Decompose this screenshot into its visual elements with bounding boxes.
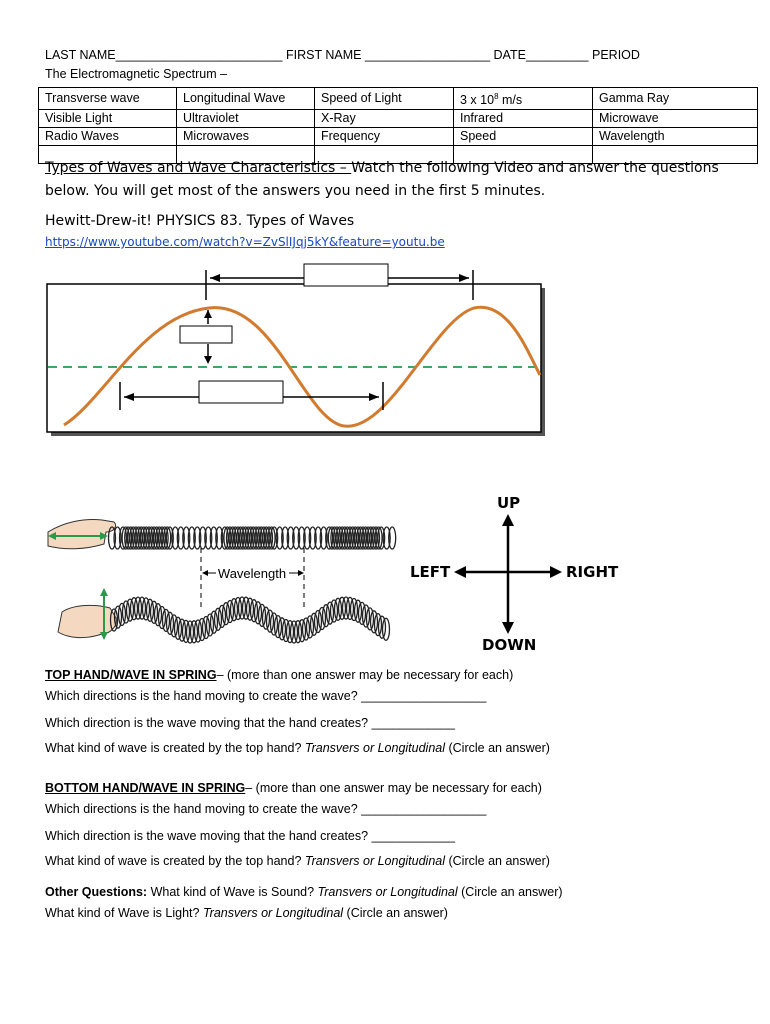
- top-spring: [109, 527, 396, 549]
- bottom-q3-text: What kind of wave is created by the top hand?: [45, 854, 305, 868]
- table-row: [39, 128, 758, 146]
- top-section-heading: [45, 668, 513, 682]
- bottom-note: – (more than one answer may be necessary for each): [245, 781, 542, 795]
- table-cell: Frequency: [315, 128, 454, 146]
- speed-exponent: 8: [494, 92, 499, 101]
- light-q-suffix: (Circle an answer): [343, 906, 448, 920]
- section-instruction-1: Watch the following Video and answer the questions: [351, 160, 719, 176]
- table-cell: Transverse wave: [39, 88, 177, 110]
- other-question-sound: [45, 885, 563, 899]
- direction-right: RIGHT: [566, 563, 619, 581]
- top-hand: [48, 520, 116, 549]
- table-cell: Gamma Ray: [593, 88, 758, 110]
- table-cell: Ultraviolet: [177, 110, 315, 128]
- bottom-q3-suffix: (Circle an answer): [445, 854, 550, 868]
- top-q3-suffix: (Circle an answer): [445, 741, 550, 755]
- light-q-text: What kind of Wave is Light?: [45, 906, 203, 920]
- terms-table: [38, 87, 758, 164]
- table-cell: [454, 88, 593, 110]
- top-question-2[interactable]: Which direction is the wave moving that the hand creates? ____________: [45, 716, 455, 730]
- direction-up: UP: [497, 494, 521, 512]
- diagram-frame: [47, 284, 541, 432]
- top-question-1[interactable]: Which directions is the hand moving to create the wave? __________________: [45, 689, 487, 703]
- table-cell: Radio Waves: [39, 128, 177, 146]
- spring-illustration: [44, 500, 404, 650]
- table-cell: Wavelength: [593, 128, 758, 146]
- top-answer-box[interactable]: [304, 264, 388, 286]
- table-cell: Visible Light: [39, 110, 177, 128]
- table-cell: Speed of Light: [315, 88, 454, 110]
- other-heading: Other Questions:: [45, 885, 148, 899]
- direction-down: DOWN: [482, 636, 537, 654]
- compass-arrow-left: [454, 566, 466, 578]
- last-name-field[interactable]: LAST NAME________________________: [45, 48, 283, 62]
- top-q3-text: What kind of wave is created by the top hand?: [45, 741, 305, 755]
- table-cell: Microwave: [593, 110, 758, 128]
- bottom-q3-options[interactable]: Transvers or Longitudinal: [304, 854, 446, 868]
- bottom-hand-arrow-head-up: [100, 588, 108, 596]
- speed-value: 3 x 10: [460, 93, 495, 108]
- speed-unit: m/s: [498, 93, 523, 108]
- header-line: [45, 48, 640, 62]
- spectrum-label: The Electromagnetic Spectrum –: [45, 67, 228, 81]
- top-note: – (more than one answer may be necessary for each): [216, 668, 514, 682]
- wave-diagram: [44, 260, 548, 440]
- bottom-section-heading: [45, 781, 542, 795]
- table-cell: Infrared: [454, 110, 593, 128]
- wavelength-label: Wavelength: [217, 566, 287, 581]
- period-field[interactable]: PERIOD: [592, 48, 640, 62]
- compass-arrow-right: [550, 566, 562, 578]
- top-heading: TOP HAND/WAVE IN SPRING: [45, 668, 217, 682]
- section-instruction-2: below. You will get most of the answers you need in the first 5 minutes.: [45, 183, 546, 199]
- bottom-hand-arrow-head-down: [100, 632, 108, 640]
- video-link[interactable]: https://www.youtube.com/watch?v=ZvSlIJqj5kY&feature=youtu.be: [45, 235, 445, 249]
- arrow-head-left: [210, 274, 220, 282]
- amplitude-answer-box[interactable]: [180, 326, 232, 343]
- bottom-heading: BOTTOM HAND/WAVE IN SPRING: [45, 781, 246, 795]
- top-q3-options[interactable]: Transvers or Longitudinal: [304, 741, 446, 755]
- arrow-head-left: [202, 570, 208, 576]
- table-cell: Microwaves: [177, 128, 315, 146]
- top-question-3: [45, 741, 550, 755]
- table-row: [39, 110, 758, 128]
- bottom-question-1[interactable]: Which directions is the hand moving to create the wave? __________________: [45, 802, 487, 816]
- light-q-options[interactable]: Transvers or Longitudinal: [202, 906, 344, 920]
- arrow-head-right: [459, 274, 469, 282]
- table-cell: Longitudinal Wave: [177, 88, 315, 110]
- bottom-question-2[interactable]: Which direction is the wave moving that the hand creates? ____________: [45, 829, 455, 843]
- bottom-spring: [111, 597, 390, 643]
- table-cell: Speed: [454, 128, 593, 146]
- sound-q-suffix: (Circle an answer): [457, 885, 563, 899]
- compass-arrow-up: [502, 514, 514, 526]
- section-title: Types of Waves and Wave Characteristics –: [45, 160, 352, 176]
- compass-arrow-down: [502, 622, 514, 634]
- direction-left: LEFT: [410, 563, 451, 581]
- section-heading: [45, 160, 719, 176]
- table-cell: X-Ray: [315, 110, 454, 128]
- table-row: [39, 88, 758, 110]
- arrow-head-right: [298, 570, 304, 576]
- sound-q-options[interactable]: Transvers or Longitudinal: [317, 885, 458, 899]
- date-field[interactable]: DATE_________: [493, 48, 589, 62]
- other-question-light: [45, 906, 448, 920]
- video-title: Hewitt-Drew-it! PHYSICS 83. Types of Waves: [45, 213, 355, 229]
- sound-q-text: What kind of Wave is Sound?: [147, 885, 318, 899]
- lower-answer-box[interactable]: [199, 381, 283, 403]
- bottom-question-3: [45, 854, 550, 868]
- first-name-field[interactable]: FIRST NAME __________________: [285, 48, 491, 62]
